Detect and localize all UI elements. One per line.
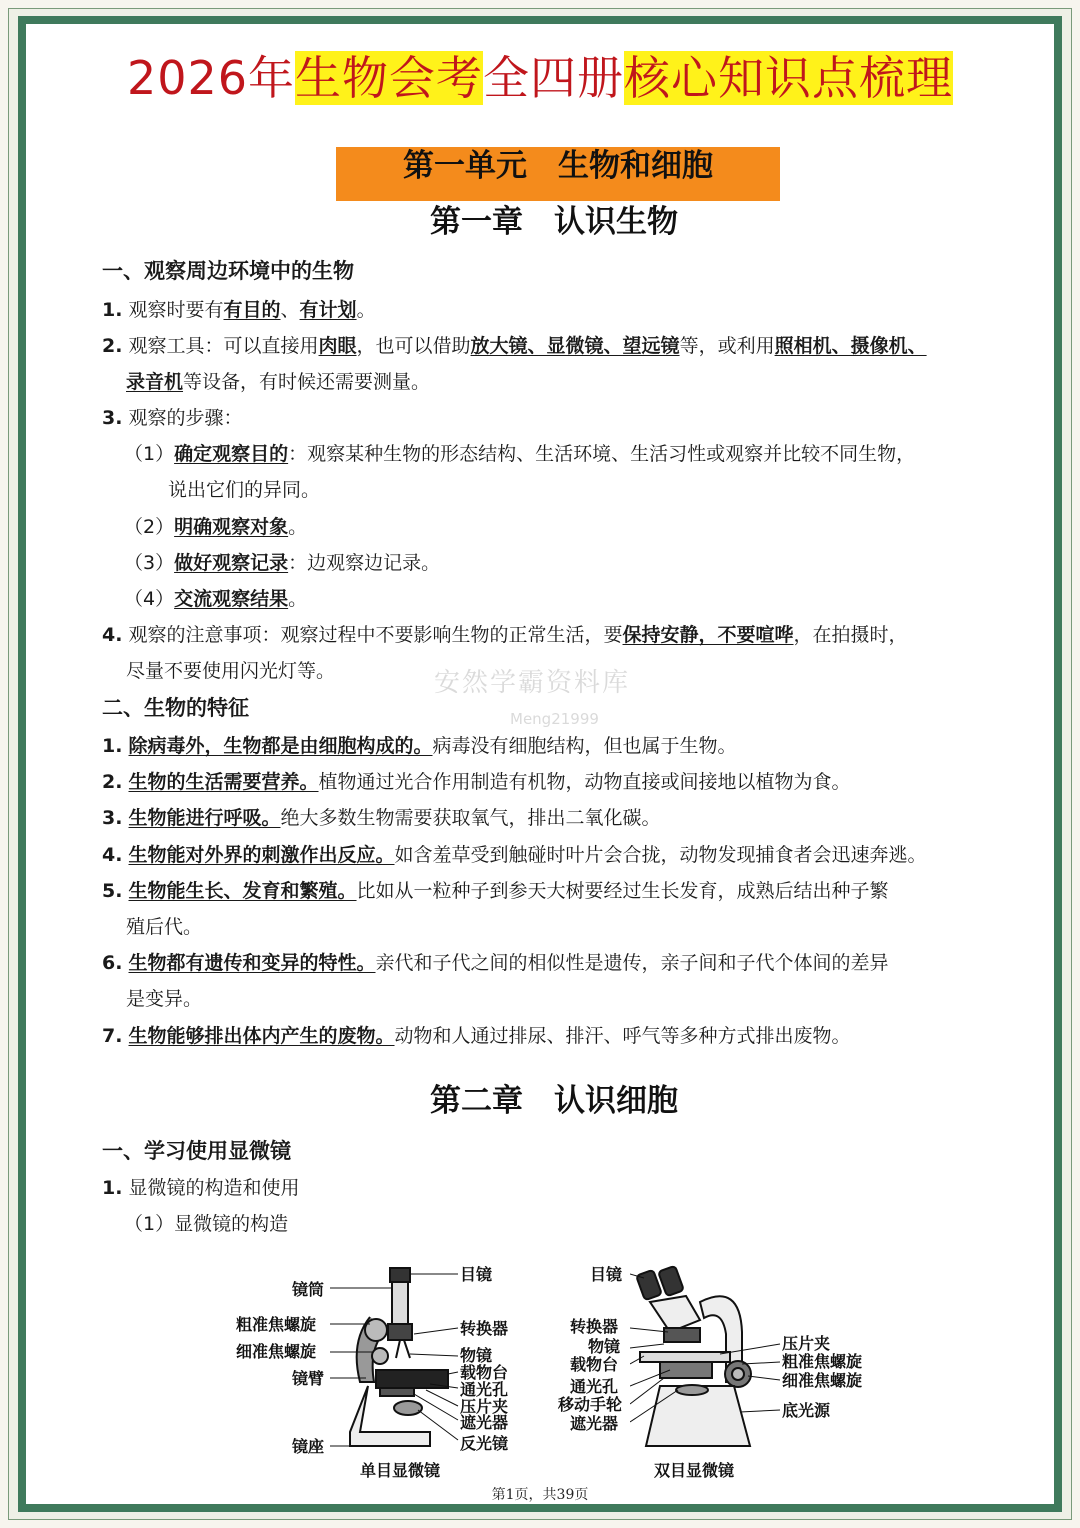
s1-item-3: 3. 观察的步骤： <box>102 407 243 429</box>
chapter-2-heading: 第二章 认识细胞 <box>430 1083 678 1119</box>
title-highlight-1: 生物会考 <box>295 51 484 105</box>
mono-label-right: 通光孔 <box>460 1380 509 1399</box>
bino-label-right: 粗准焦螺旋 <box>782 1352 863 1371</box>
s2-item: 2. 生物的生活需要营养。植物通过光合作用制造有机物，动物直接或间接地以植物为食。 <box>102 771 851 793</box>
watermark-text: 安然学霸资料库 <box>434 668 631 698</box>
bino-label-left: 物镜 <box>588 1337 621 1356</box>
s1-step-1-cont: 说出它们的异同。 <box>168 479 321 501</box>
bino-caption: 双目显微镜 <box>654 1461 735 1480</box>
s1-item-4: 4. 观察的注意事项：观察过程中不要影响生物的正常生活，要保持安静，不要喧哗，在拍摄时， <box>102 624 908 646</box>
mono-label-right: 物镜 <box>460 1346 493 1365</box>
section-2-heading: 二、生物的特征 <box>102 696 249 720</box>
s1-item-2-cont: 录音机等设备，有时候还需要测量。 <box>126 371 431 393</box>
bino-label-left: 载物台 <box>570 1355 619 1374</box>
title-year: 2026年 <box>126 51 296 105</box>
bino-label-left: 转换器 <box>570 1317 619 1336</box>
title-middle: 全四册 <box>483 51 625 105</box>
bino-label-left: 通光孔 <box>570 1377 619 1396</box>
mono-label-left: 镜臂 <box>292 1369 325 1388</box>
bino-label-left: 移动手轮 <box>558 1395 623 1414</box>
mono-label-right: 遮光器 <box>460 1413 509 1432</box>
s2-item: 7. 生物能够排出体内产生的废物。动物和人通过排尿、排汗、呼气等多种方式排出废物。 <box>102 1025 851 1047</box>
s2-item: 6. 生物都有遗传和变异的特性。亲代和子代之间的相似性是遗传，亲子间和子代个体间的差异 <box>102 952 889 974</box>
s1-step-4: （4）交流观察结果。 <box>124 588 308 610</box>
s2-item-cont: 殖后代。 <box>126 916 203 938</box>
page-title <box>0 48 1080 108</box>
unit-banner: 第一单元 生物和细胞 <box>336 147 780 201</box>
s2-item: 3. 生物能进行呼吸。绝大多数生物需要获取氧气，排出二氧化碳。 <box>102 807 661 829</box>
section-1-heading: 一、观察周边环境中的生物 <box>102 259 354 283</box>
s3-item-1: 1. 显微镜的构造和使用 <box>102 1177 300 1199</box>
chapter-1-heading: 第一章 认识生物 <box>430 204 678 240</box>
section-3-heading: 一、学习使用显微镜 <box>102 1139 291 1163</box>
mono-label-left: 细准焦螺旋 <box>236 1342 317 1361</box>
mono-caption: 单目显微镜 <box>360 1461 441 1480</box>
mono-label-right: 转换器 <box>460 1319 509 1338</box>
mono-label-left: 粗准焦螺旋 <box>236 1315 317 1334</box>
mono-label-left: 镜筒 <box>292 1280 325 1299</box>
s2-item: 4. 生物能对外界的刺激作出反应。如含羞草受到触碰时叶片会合拢，动物发现捕食者会迅速奔逃。 <box>102 844 927 866</box>
s1-step-1: （1）确定观察目的：观察某种生物的形态结构、生活环境、生活习性或观察并比较不同生物， <box>124 443 916 465</box>
mono-label-left: 镜座 <box>292 1437 325 1456</box>
s1-item-4-cont: 尽量不要使用闪光灯等。 <box>126 660 336 682</box>
s1-item-2: 2. 观察工具：可以直接用肉眼，也可以借助放大镜、显微镜、望远镜等，或利用照相机、摄像机、 <box>102 335 927 357</box>
watermark-id: Meng21999 <box>510 710 599 728</box>
mono-label-right: 压片夹 <box>460 1397 509 1416</box>
bino-label-right: 底光源 <box>782 1401 831 1420</box>
s3-sub-1: （1）显微镜的构造 <box>124 1213 289 1235</box>
s1-item-1: 1. 观察时要有有目的、有计划。 <box>102 299 376 321</box>
s1-step-3: （3）做好观察记录：边观察边记录。 <box>124 552 441 574</box>
bino-label-right: 细准焦螺旋 <box>782 1371 863 1390</box>
mono-label-right: 目镜 <box>460 1265 493 1284</box>
s2-item: 1. 除病毒外，生物都是由细胞构成的。病毒没有细胞结构，但也属于生物。 <box>102 735 737 757</box>
binocular-leader-lines <box>630 1262 800 1462</box>
mono-label-right: 载物台 <box>460 1363 509 1382</box>
title-highlight-2: 核心知识点梳理 <box>624 51 954 105</box>
bino-label-left: 遮光器 <box>570 1414 619 1433</box>
s2-item: 5. 生物能生长、发育和繁殖。比如从一粒种子到参天大树要经过生长发育，成熟后结出种子繁 <box>102 880 889 902</box>
page-footer: 第1页，共39页 <box>491 1487 589 1503</box>
bino-label-left: 目镜 <box>590 1265 623 1284</box>
bino-label-right: 压片夹 <box>782 1334 831 1353</box>
mono-label-right: 反光镜 <box>460 1434 509 1453</box>
s1-step-2: （2）明确观察对象。 <box>124 516 308 538</box>
s2-item-cont: 是变异。 <box>126 988 203 1010</box>
